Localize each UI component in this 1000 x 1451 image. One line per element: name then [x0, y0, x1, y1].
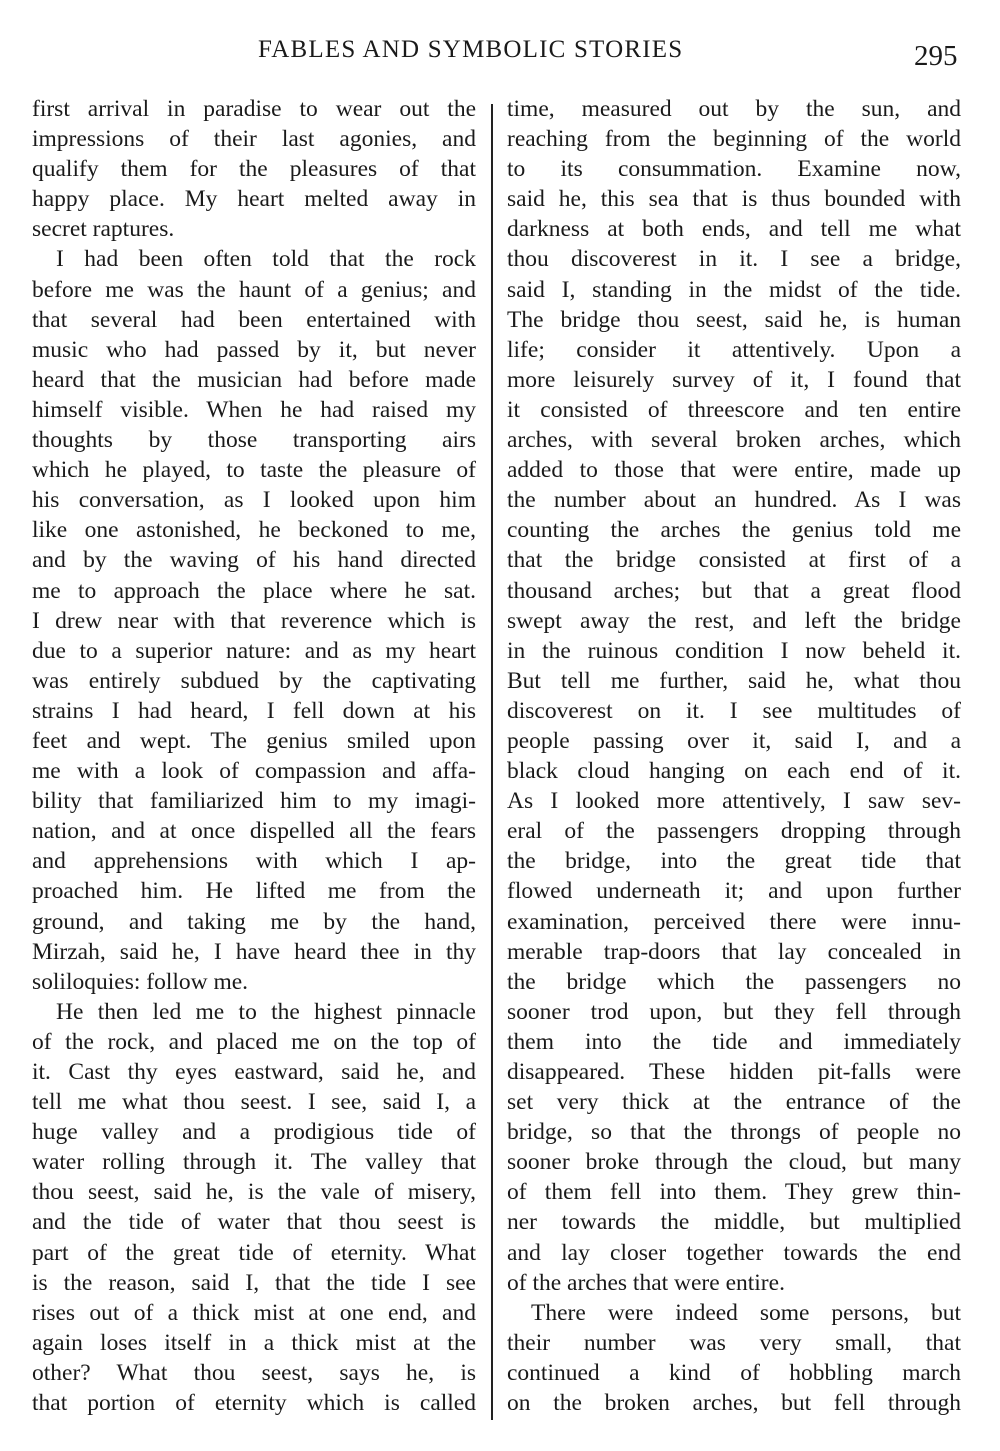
text-line: it. Cast thy eyes eastward, said he, and: [32, 1059, 476, 1085]
text-line: that the bridge consisted at first of a: [507, 547, 961, 574]
text-line: his conversation, as I looked upon him: [32, 487, 476, 514]
text-line: of them fell into them. They grew thin-: [507, 1179, 961, 1206]
text-line: set very thick at the entrance of the: [507, 1089, 961, 1116]
text-line: thou discoverest in it. I see a bridge,: [507, 246, 961, 273]
text-line: flowed underneath it; and upon further: [507, 878, 961, 905]
text-line: sooner broke through the cloud, but many: [507, 1149, 961, 1176]
text-line: huge valley and a prodigious tide of: [32, 1119, 476, 1146]
text-line: people passing over it, said I, and a: [507, 727, 961, 754]
text-line: He then led me to the highest pinnacle: [56, 998, 476, 1025]
text-line: thousand arches; but that a great flood: [507, 577, 961, 604]
text-line: and apprehensions with which I ap-: [32, 848, 476, 875]
text-line: reaching from the beginning of the world: [507, 126, 961, 153]
text-line: was entirely subdued by the captivating: [32, 667, 476, 694]
text-line: other? What thou seest, says he, is: [32, 1359, 476, 1386]
text-line: I had been often told that the rock: [56, 246, 476, 273]
text-line: part of the great tide of eternity. What: [32, 1239, 476, 1266]
text-line: before me was the haunt of a genius; and: [32, 276, 476, 303]
text-line: more leisurely survey of it, I found that: [507, 366, 961, 393]
text-line: happy place. My heart melted away in: [32, 186, 476, 213]
text-line: which he played, to taste the pleasure of: [32, 457, 476, 484]
text-line: said he, this sea that is thus bounded with: [507, 186, 961, 213]
text-line: me with a look of compassion and affa-: [32, 758, 476, 785]
text-line: due to a superior nature: and as my heart: [32, 637, 476, 664]
text-line: life; consider it attentively. Upon a: [507, 336, 961, 363]
left-column: [32, 94, 476, 1418]
text-line: examination, perceived there were innu-: [507, 908, 961, 935]
text-line: the number about an hundred. As I was: [507, 487, 961, 514]
text-line: rises out of a thick mist at one end, and: [32, 1299, 476, 1326]
text-line: arches, with several broken arches, which: [507, 427, 961, 454]
text-line: ner towards the middle, but multiplied: [507, 1209, 961, 1236]
text-line: time, measured out by the sun, and: [507, 96, 961, 122]
text-line: bridge, so that the throngs of people no: [507, 1119, 961, 1146]
text-line: that several had been entertained with: [32, 306, 476, 333]
text-line: continued a kind of hobbling march: [507, 1359, 961, 1386]
text-line: bility that familiarized him to my imagi-: [32, 788, 476, 815]
column-divider: [491, 104, 493, 1420]
text-line: added to those that were entire, made up: [507, 457, 961, 484]
page-number: 295: [914, 40, 958, 72]
text-line: water rolling through it. The valley that: [32, 1149, 476, 1176]
text-line: music who had passed by it, but never: [32, 336, 476, 363]
text-line: it consisted of threescore and ten entire: [507, 396, 961, 423]
text-line: As I looked more attentively, I saw sev-: [507, 788, 961, 815]
text-line: the bridge which the passengers no: [507, 968, 961, 995]
text-line: their number was very small, that: [507, 1329, 961, 1356]
text-line: black cloud hanging on each end of it.: [507, 758, 961, 785]
text-line: said I, standing in the midst of the tide.: [507, 276, 961, 303]
text-line: of the arches that were entire.: [507, 1269, 785, 1296]
text-line: thou seest, said he, is the vale of misery,: [32, 1179, 476, 1206]
text-line: thoughts by those transporting airs: [32, 427, 476, 454]
text-line: There were indeed some persons, but: [531, 1299, 961, 1326]
text-line: again loses itself in a thick mist at the: [32, 1329, 476, 1356]
text-line: sooner trod upon, but they fell through: [507, 998, 961, 1025]
text-line: merable trap-doors that lay concealed in: [507, 938, 961, 965]
text-line: and by the waving of his hand directed: [32, 547, 476, 574]
text-line: secret raptures.: [32, 216, 175, 243]
text-line: that portion of eternity which is called: [32, 1390, 476, 1417]
text-line: heard that the musician had before made: [32, 366, 476, 393]
text-line: The bridge thou seest, said he, is human: [507, 306, 961, 333]
text-line: strains I had heard, I fell down at his: [32, 697, 476, 724]
text-line: proached him. He lifted me from the: [32, 878, 476, 905]
text-line: of the rock, and placed me on the top of: [32, 1028, 476, 1055]
text-line: But tell me further, said he, what thou: [507, 667, 961, 694]
text-line: himself visible. When he had raised my: [32, 396, 476, 423]
text-line: Mirzah, said he, I have heard thee in thy: [32, 938, 476, 965]
text-line: feet and wept. The genius smiled upon: [32, 727, 476, 754]
text-line: on the broken arches, but fell through: [507, 1390, 961, 1417]
text-line: nation, and at once dispelled all the fears: [32, 818, 476, 845]
text-line: I drew near with that reverence which is: [32, 607, 476, 634]
right-column: [507, 94, 961, 1418]
text-line: ground, and taking me by the hand,: [32, 908, 476, 935]
text-line: discoverest on it. I see multitudes of: [507, 697, 961, 724]
text-line: impressions of their last agonies, and: [32, 126, 476, 153]
text-line: me to approach the place where he sat.: [32, 577, 476, 604]
text-line: them into the tide and immediately: [507, 1028, 961, 1055]
text-line: qualify them for the pleasures of that: [32, 156, 476, 183]
text-line: and the tide of water that thou seest is: [32, 1209, 476, 1236]
text-line: like one astonished, he beckoned to me,: [32, 517, 476, 544]
running-title: FABLES AND SYMBOLIC STORIES: [258, 36, 684, 63]
text-line: counting the arches the genius told me: [507, 517, 961, 544]
text-line: soliloquies: follow me.: [32, 968, 249, 995]
text-line: the bridge, into the great tide that: [507, 848, 961, 875]
text-line: swept away the rest, and left the bridge: [507, 607, 961, 634]
text-line: in the ruinous condition I now beheld it.: [507, 637, 961, 664]
text-line: to its consummation. Examine now,: [507, 156, 961, 183]
text-line: disappeared. These hidden pit-falls were: [507, 1059, 961, 1085]
text-line: is the reason, said I, that the tide I see: [32, 1269, 476, 1296]
text-line: darkness at both ends, and tell me what: [507, 216, 961, 243]
text-line: tell me what thou seest. I see, said I, a: [32, 1089, 476, 1116]
text-line: eral of the passengers dropping through: [507, 818, 961, 845]
text-line: and lay closer together towards the end: [507, 1239, 961, 1266]
text-line: first arrival in paradise to wear out the: [32, 96, 476, 122]
